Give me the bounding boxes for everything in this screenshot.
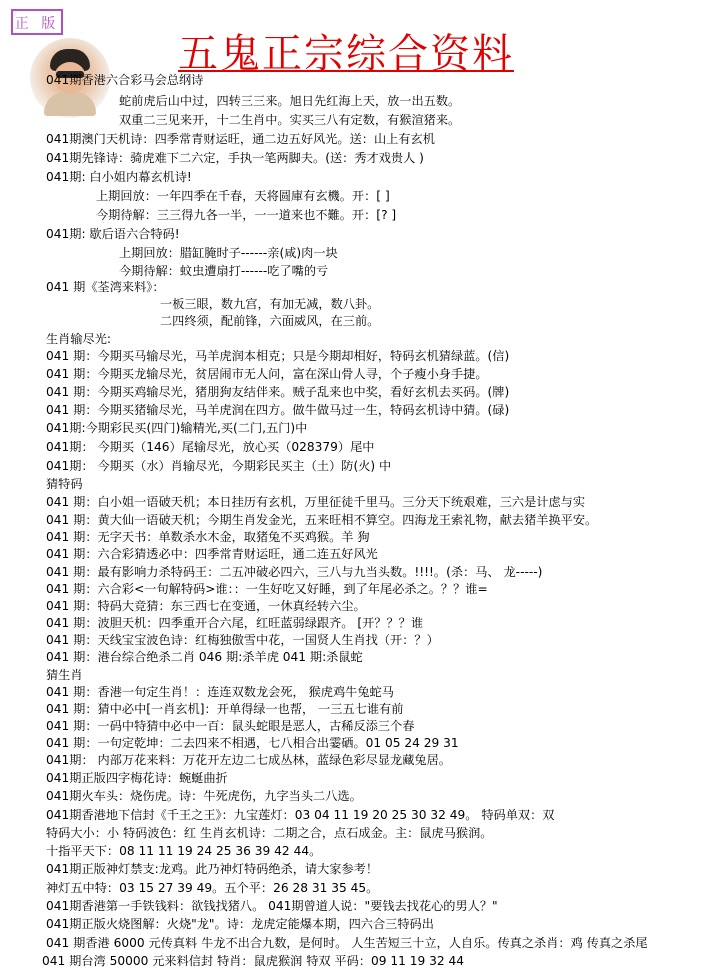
text-line: 041期火车头：烧伤虎。诗：牛死虎伤，九字当头二八选。 [46, 789, 362, 803]
text-line: 双重二三见来开，十二生肖中。实买三八有定数，有猴渲猪来。 [119, 113, 461, 127]
text-line: 041 期：无字天书：单数杀水木金，取猪兔不买鸡猴。羊 狗 [46, 530, 370, 544]
text-line: 上期回放：一年四季在千春，天将圆庫有玄機。开：[ ] [96, 189, 390, 203]
text-line: 一板三眼，数九宫，有加无减，数八卦。 [160, 297, 380, 311]
text-line: 041 期：天线宝宝波色诗：红梅独傲雪中花，一国贤人生肖找（开：？） [46, 633, 439, 647]
text-line: 041 期：黄大仙一语破天机；今期生肖发金光，五来旺相不算空。四海龙王索礼物，献去猪羊换平安。 [46, 513, 598, 527]
text-line: 蛇前虎后山中过，四转三三来。旭日先红海上天，放一出五数。 [119, 94, 461, 108]
text-line: 特码大小：小 特码波色：红 生肖玄机诗：二期之合，点石成金。主：鼠虎马猴润。 [46, 826, 493, 840]
text-line: 041期香港地下信封《千王之王》：九宝莲灯：03 04 11 19 20 25 30 32 49。 特码单双：双 [46, 808, 555, 822]
text-line: 041 期：波胆天机：四季重开合六尾，红旺蓝弱绿跟齐。 [开？？？谁 [46, 616, 424, 630]
text-line: 041期香港六合彩马会总纲诗 [46, 73, 204, 87]
text-line: 041期: 歇后语六合特码! [46, 227, 180, 241]
page-title: 五鬼正宗综合资料 [178, 31, 514, 77]
text-line: 041 期：香港一句定生肖！：连连双数龙会死， 猴虎鸡牛兔蛇马 [46, 685, 394, 699]
text-line: 041 期：六合彩<一句解特码>谁：：一生好吃又好睡，到了年尾必杀之。？？谁= [46, 582, 488, 596]
text-line: 041 期香港 6000 元传真料 牛龙不出合九数，是何时。 人生苦短三十立，人自乐。传真之杀肖：鸡 传真之杀尾 [46, 936, 648, 950]
text-line: 041 期：猜中必中[一肖玄机]：开单得绿一也帮， 一三五七谁有前 [46, 702, 404, 716]
text-line: 041 期：港台综合绝杀二肖 046 期:杀羊虎 041 期:杀鼠蛇 [46, 650, 363, 664]
text-line: 041 期：今期买猪输尽光，马羊虎润在四方。做牛做马过一生，特码玄机诗中猜。(碌) [46, 403, 510, 417]
text-line: 上期回放：腊缸腌时子------亲(咸)肉一块 [119, 246, 338, 260]
text-line: 生肖输尽光: [46, 332, 112, 346]
text-line: 041期正版四字梅花诗：蜿蜒曲折 [46, 771, 228, 785]
text-line: 041期： 今期买（水）肖输尽光，今期彩民买主（土）防(火) 中 [46, 459, 392, 473]
text-line: 041期香港第一手铁钱料：欲钱找猪八。 041期曾道人说："要钱去找花心的男人？" [46, 899, 498, 913]
text-line: 041 期：一句定乾坤：二去四来不相遇，七八相合出霎硒。01 05 24 29 31 [46, 736, 459, 750]
text-line: 041期澳门天机诗：四季常青财运旺，通二边五好风光。送：山上有玄机 [46, 132, 435, 146]
avatar-body [44, 92, 96, 116]
text-line: 041 期：今期买马输尽光，马羊虎润本相克；只是今期却相好，特码玄机猜绿蓝。(信) [46, 349, 510, 363]
genuine-badge: 正 版 [11, 9, 63, 35]
text-line: 041 期：最有影响力杀特码王：二五冲破必四六，三八与九当头数。!!!!。(杀：马、 龙-----) [46, 565, 543, 579]
text-line: 041期正版神灯禁支:龙鸡。此乃神灯特码绝杀，请大家参考！ [46, 862, 379, 876]
text-line: 041期正版火烧图解：火烧"龙"。诗：龙虎定能爆本期，四六合三特码出 [46, 917, 434, 931]
text-line: 神灯五中特：03 15 27 39 49。五个平：26 28 31 35 45。 [46, 881, 379, 895]
text-line: 041 期台湾 50000 元来料信封 特肖：鼠虎猴润 特双 平码：09 11 19 32 44 [42, 954, 465, 968]
text-line: 041期先锋诗：骑虎难下二六定，手执一笔两脚夫。(送：秀才戏贵人 ) [46, 151, 424, 165]
text-line: 041 期：一码中特猜中必中一百：鼠头蛇眼是恶人，古稀反添三个春 [46, 719, 415, 733]
text-line: 041期： 内部万花来料：万花开左边二七成丛林，蓝绿色彩尽显龙藏兔居。 [46, 753, 451, 767]
text-line: 041 期：六合彩猜透必中：四季常青财运旺，通二连五好风光 [46, 547, 378, 561]
text-line: 今期待解：三三得九各一半，一一道来也不難。开：[? ] [96, 208, 397, 222]
text-line: 041期: 白小姐内幕玄机诗! [46, 170, 192, 184]
text-line: 今期待解：蚊虫遭扇打------吃了嘴的亏 [119, 264, 329, 278]
text-line: 041期:今期彩民买(四门)输精光,买(二门,五门)中 [46, 421, 308, 435]
text-line: 猜特码 [46, 477, 83, 491]
text-line: 二四终须，配前锋，六面威风，在三前。 [160, 314, 380, 328]
text-line: 041 期：今期买龙输尽光，贫居闹市无人问，富在深山骨人寻，个子瘦小身手捷。 [46, 367, 488, 381]
text-line: 041 期：特码大竞猜：东三西七在变通，一休真经转六尘。 [46, 599, 366, 613]
text-line: 041 期：今期买鸡输尽光，猪朋狗友结伴来。贼子乱来也中奖，看好玄机去买码。(牌) [46, 385, 510, 399]
text-line: 041 期《荃湾来料》： [46, 280, 165, 294]
text-line: 十指平天下：08 11 11 19 24 25 36 39 42 44。 [46, 844, 322, 858]
text-line: 041 期：白小姐一语破天机；本日挂历有玄机，万里征徒千里马。三分天下统艰难，三六是计虑与实 [46, 495, 586, 509]
text-line: 041期： 今期买（146）尾输尽光，放心买（028379）尾中 [46, 440, 375, 454]
text-line: 猜生肖 [46, 668, 83, 682]
